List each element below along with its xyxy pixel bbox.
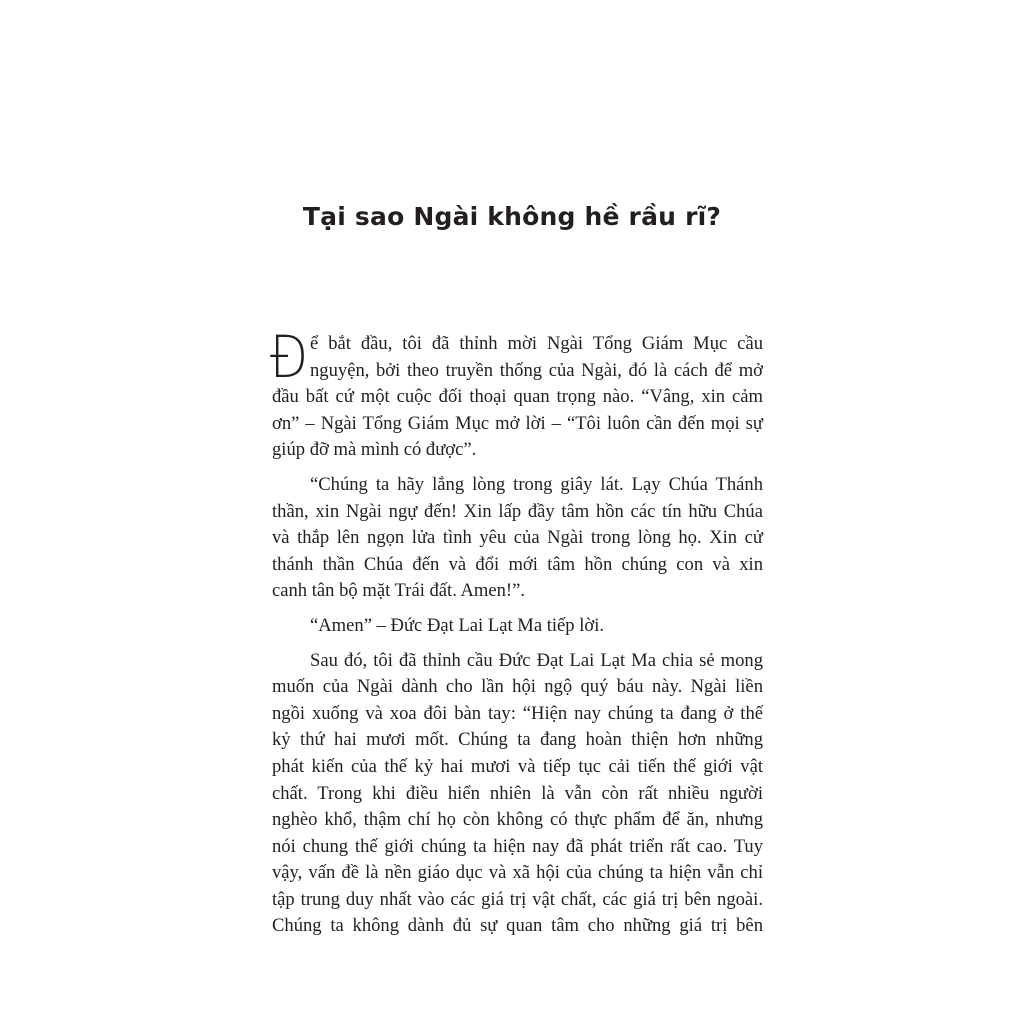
text-line: nói chung thế giới chúng ta hiện nay đã phát triển rất cao. Tuy bbox=[272, 835, 763, 857]
chapter-title: Tại sao Ngài không hề rầu rĩ? bbox=[302, 202, 722, 231]
text-line: ể bắt đầu, tôi đã thỉnh mời Ngài Tổng Giám Mục cầu bbox=[310, 333, 763, 354]
text-line: Chúng ta không dành đủ sự quan tâm cho những giá trị bên bbox=[272, 915, 763, 937]
text-line: giúp đỡ mà mình có được”. bbox=[272, 439, 477, 461]
body-text bbox=[270, 323, 763, 948]
text-line: “Amen” – Đức Đạt Lai Lạt Ma tiếp lời. bbox=[310, 614, 605, 636]
paragraph-3 bbox=[272, 613, 763, 640]
text-line: chất. Trong khi điều hiển nhiên là vẫn còn rất nhiều người bbox=[272, 782, 763, 804]
text-line: Sau đó, tôi đã thỉnh cầu Đức Đạt Lai Lạt Ma chia sẻ mong bbox=[310, 649, 763, 671]
text-line: ngồi xuống và xoa đôi bàn tay: “Hiện nay chúng ta đang ở thế bbox=[272, 702, 763, 724]
text-line: phát kiến của thế kỷ hai mươi và tiếp tục cải tiến thế giới vật bbox=[272, 755, 763, 777]
text-line: muốn của Ngài dành cho lần hội ngộ quý báu này. Ngài liền bbox=[272, 676, 763, 698]
text-line: kỷ thứ hai mươi mốt. Chúng ta đang hoàn thiện hơn những bbox=[272, 729, 763, 751]
text-line: đầu bất cứ một cuộc đối thoại quan trọng nào. “Vâng, xin cảm bbox=[272, 386, 763, 408]
text-line: nghèo khổ, thậm chí họ còn không có thực phẩm để ăn, nhưng bbox=[272, 809, 763, 831]
paragraph-1 bbox=[270, 323, 763, 464]
drop-cap: Đ bbox=[270, 323, 309, 391]
text-line: vậy, vấn đề là nền giáo dục và xã hội của chúng ta hiện vẫn chỉ bbox=[272, 862, 763, 884]
text-line: tập trung duy nhất vào các giá trị vật chất, các giá trị bên ngoài. bbox=[272, 888, 763, 910]
paragraph-2 bbox=[272, 472, 763, 605]
text-line: ơn” – Ngài Tổng Giám Mục mở lời – “Tôi luôn cần đến mọi sự bbox=[272, 412, 763, 434]
text-line: “Chúng ta hãy lắng lòng trong giây lát. Lạy Chúa Thánh bbox=[310, 473, 763, 495]
text-line: và thắp lên ngọn lửa tình yêu của Ngài trong lòng họ. Xin cử bbox=[272, 527, 763, 549]
text-line: thánh thần Chúa đến và đổi mới tâm hồn chúng con và xin bbox=[272, 553, 763, 575]
text-line: nguyện, bởi theo truyền thống của Ngài, đó là cách để mở bbox=[310, 359, 763, 381]
text-line: thần, xin Ngài ngự đến! Xin lấp đầy tâm hồn các tín hữu Chúa bbox=[272, 500, 763, 522]
text-line: canh tân bộ mặt Trái đất. Amen!”. bbox=[272, 580, 526, 602]
paragraph-4 bbox=[272, 648, 763, 941]
